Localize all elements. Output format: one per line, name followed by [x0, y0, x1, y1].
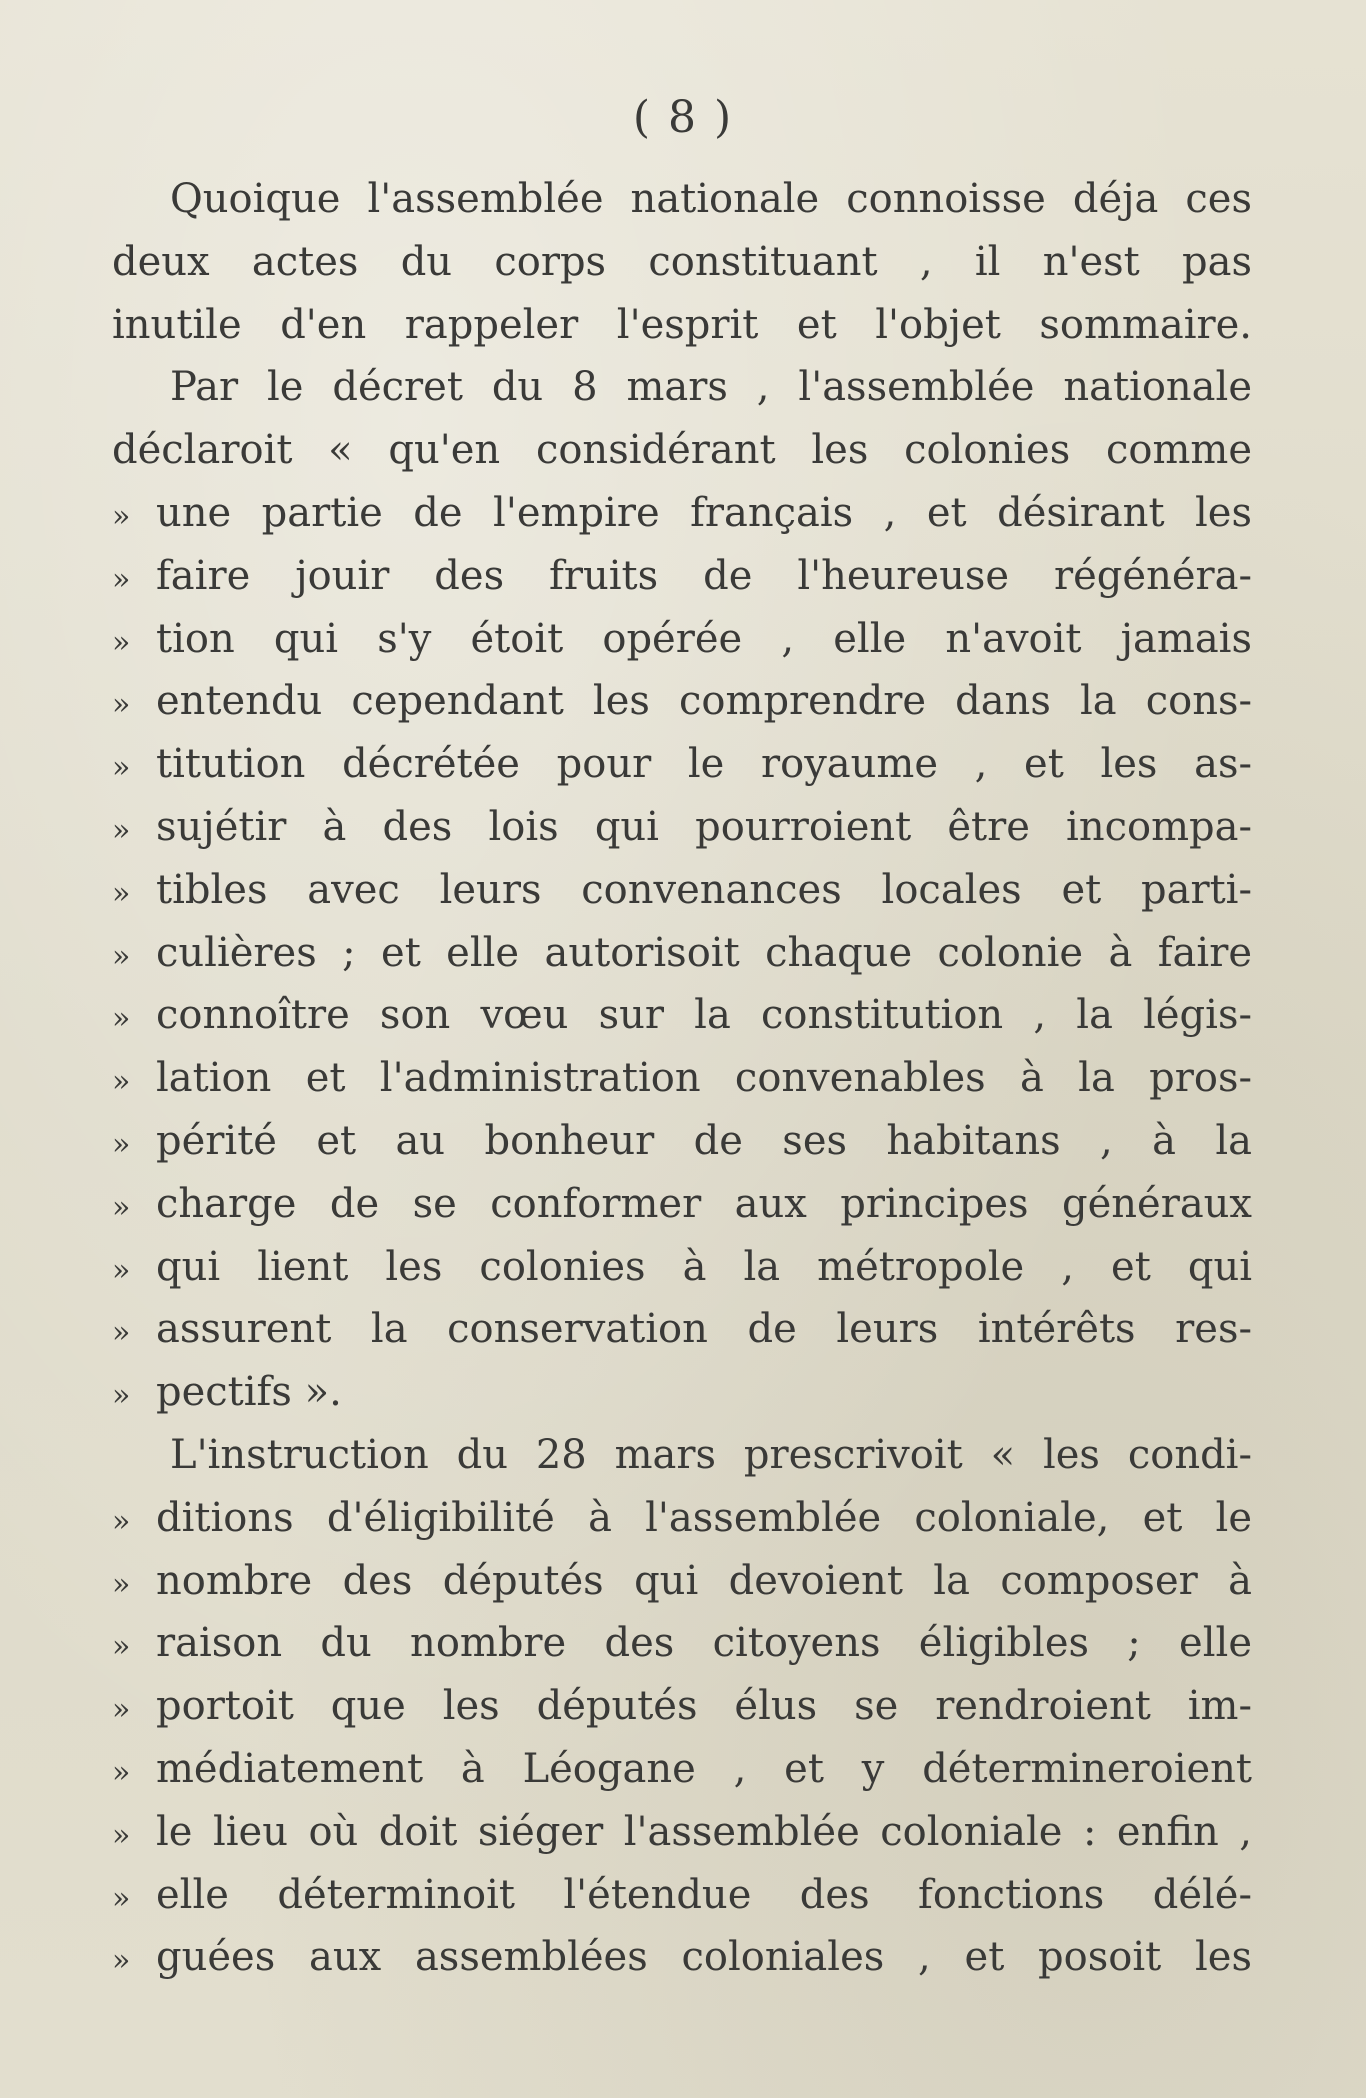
line-text: assurent la conservation de leurs intérêts res-	[156, 1306, 1252, 1353]
line-text: pectifs ».	[156, 1369, 342, 1416]
quote-mark: »	[112, 1503, 131, 1539]
text-line	[112, 1487, 1252, 1550]
quote-mark: »	[112, 1252, 131, 1288]
quote-mark: »	[112, 1817, 131, 1853]
quote-mark: »	[112, 875, 131, 911]
quote-mark: »	[112, 1064, 131, 1100]
text-line	[112, 733, 1252, 796]
line-text: ditions d'éligibilité à l'assemblée coloniale, et le	[156, 1494, 1252, 1541]
quote-mark: »	[112, 812, 131, 848]
line-text: qui lient les colonies à la métropole , et qui	[156, 1243, 1252, 1290]
quote-mark: »	[112, 1754, 131, 1790]
text-line	[112, 859, 1252, 922]
body-text	[112, 168, 1252, 1989]
text-line	[112, 168, 1252, 231]
text-line	[112, 1047, 1252, 1110]
line-text: inutile d'en rappeler l'esprit et l'objet sommaire.	[112, 301, 1252, 348]
line-text: portoit que les députés élus se rendroient im-	[156, 1683, 1252, 1730]
line-text: entendu cependant les comprendre dans la cons-	[156, 678, 1252, 725]
text-line	[112, 1298, 1252, 1361]
text-line	[112, 545, 1252, 608]
line-text: le lieu où doit siéger l'assemblée coloniale : enfin ,	[156, 1808, 1252, 1855]
line-text: Quoique l'assemblée nationale connoisse déja ces	[170, 176, 1252, 222]
text-line	[112, 1361, 1252, 1424]
line-text: Par le décret du 8 mars , l'assemblée nationale	[170, 364, 1252, 411]
line-text: faire jouir des fruits de l'heureuse régénéra-	[156, 552, 1252, 599]
text-line	[112, 1864, 1252, 1927]
line-text: culières ; et elle autorisoit chaque colonie à faire	[156, 929, 1252, 976]
quote-mark: »	[112, 624, 131, 660]
text-line	[112, 1550, 1252, 1613]
quote-mark: »	[112, 1001, 131, 1037]
text-line	[112, 1738, 1252, 1801]
line-text: médiatement à Léogane , et y détermineroient	[156, 1745, 1252, 1792]
text-line	[112, 1424, 1252, 1487]
line-text: connoître son vœu sur la constitution , la légis-	[156, 992, 1252, 1039]
text-line	[112, 1110, 1252, 1173]
line-text: L'instruction du 28 mars prescrivoit « les condi-	[170, 1431, 1252, 1478]
line-text: tibles avec leurs convenances locales et parti-	[156, 866, 1252, 913]
text-line	[112, 796, 1252, 859]
line-text: raison du nombre des citoyens éligibles ; elle	[156, 1620, 1252, 1667]
quote-mark: »	[112, 1189, 131, 1225]
quote-mark: »	[112, 687, 131, 723]
quote-mark: »	[112, 1943, 131, 1979]
line-text: deux actes du corps constituant , il n'est pas	[112, 238, 1252, 285]
quote-mark: »	[112, 1692, 131, 1728]
line-text: déclaroit « qu'en considérant les colonies comme	[112, 427, 1252, 474]
line-text: titution décrétée pour le royaume , et les as-	[156, 741, 1252, 788]
line-text: tion qui s'y étoit opérée , elle n'avoit jamais	[156, 615, 1252, 662]
text-line	[112, 608, 1252, 671]
quote-mark: »	[112, 498, 131, 534]
text-line	[112, 231, 1252, 294]
quote-mark: »	[112, 1566, 131, 1602]
text-line	[112, 1173, 1252, 1236]
quote-mark: »	[112, 1378, 131, 1414]
text-line	[112, 1926, 1252, 1989]
page-number: ( 8 )	[632, 92, 734, 143]
line-text: nombre des députés qui devoient la composer à	[156, 1557, 1252, 1604]
text-line	[112, 294, 1252, 357]
text-line	[112, 670, 1252, 733]
text-line	[112, 922, 1252, 985]
line-text: lation et l'administration convenables à la pros-	[156, 1055, 1252, 1102]
line-text: elle déterminoit l'étendue des fonctions délé-	[156, 1871, 1252, 1918]
text-line	[112, 1236, 1252, 1299]
line-text: périté et au bonheur de ses habitans , à la	[156, 1117, 1252, 1164]
quote-mark: »	[112, 1126, 131, 1162]
quote-mark: »	[112, 1315, 131, 1351]
text-line	[112, 1801, 1252, 1864]
text-line	[112, 482, 1252, 545]
quote-mark: »	[112, 750, 131, 786]
text-line	[112, 419, 1252, 482]
quote-mark: »	[112, 938, 131, 974]
text-line	[112, 1675, 1252, 1738]
line-text: sujétir à des lois qui pourroient être incompa-	[156, 803, 1252, 850]
line-text: charge de se conformer aux principes généraux	[156, 1180, 1252, 1227]
text-line	[112, 1612, 1252, 1675]
line-text: une partie de l'empire français , et désirant les	[156, 489, 1252, 536]
quote-mark: »	[112, 1629, 131, 1665]
text-line	[112, 984, 1252, 1047]
text-line	[112, 356, 1252, 419]
line-text: guées aux assemblées coloniales , et posoit les	[156, 1934, 1252, 1981]
quote-mark: »	[112, 561, 131, 597]
quote-mark: »	[112, 1880, 131, 1916]
